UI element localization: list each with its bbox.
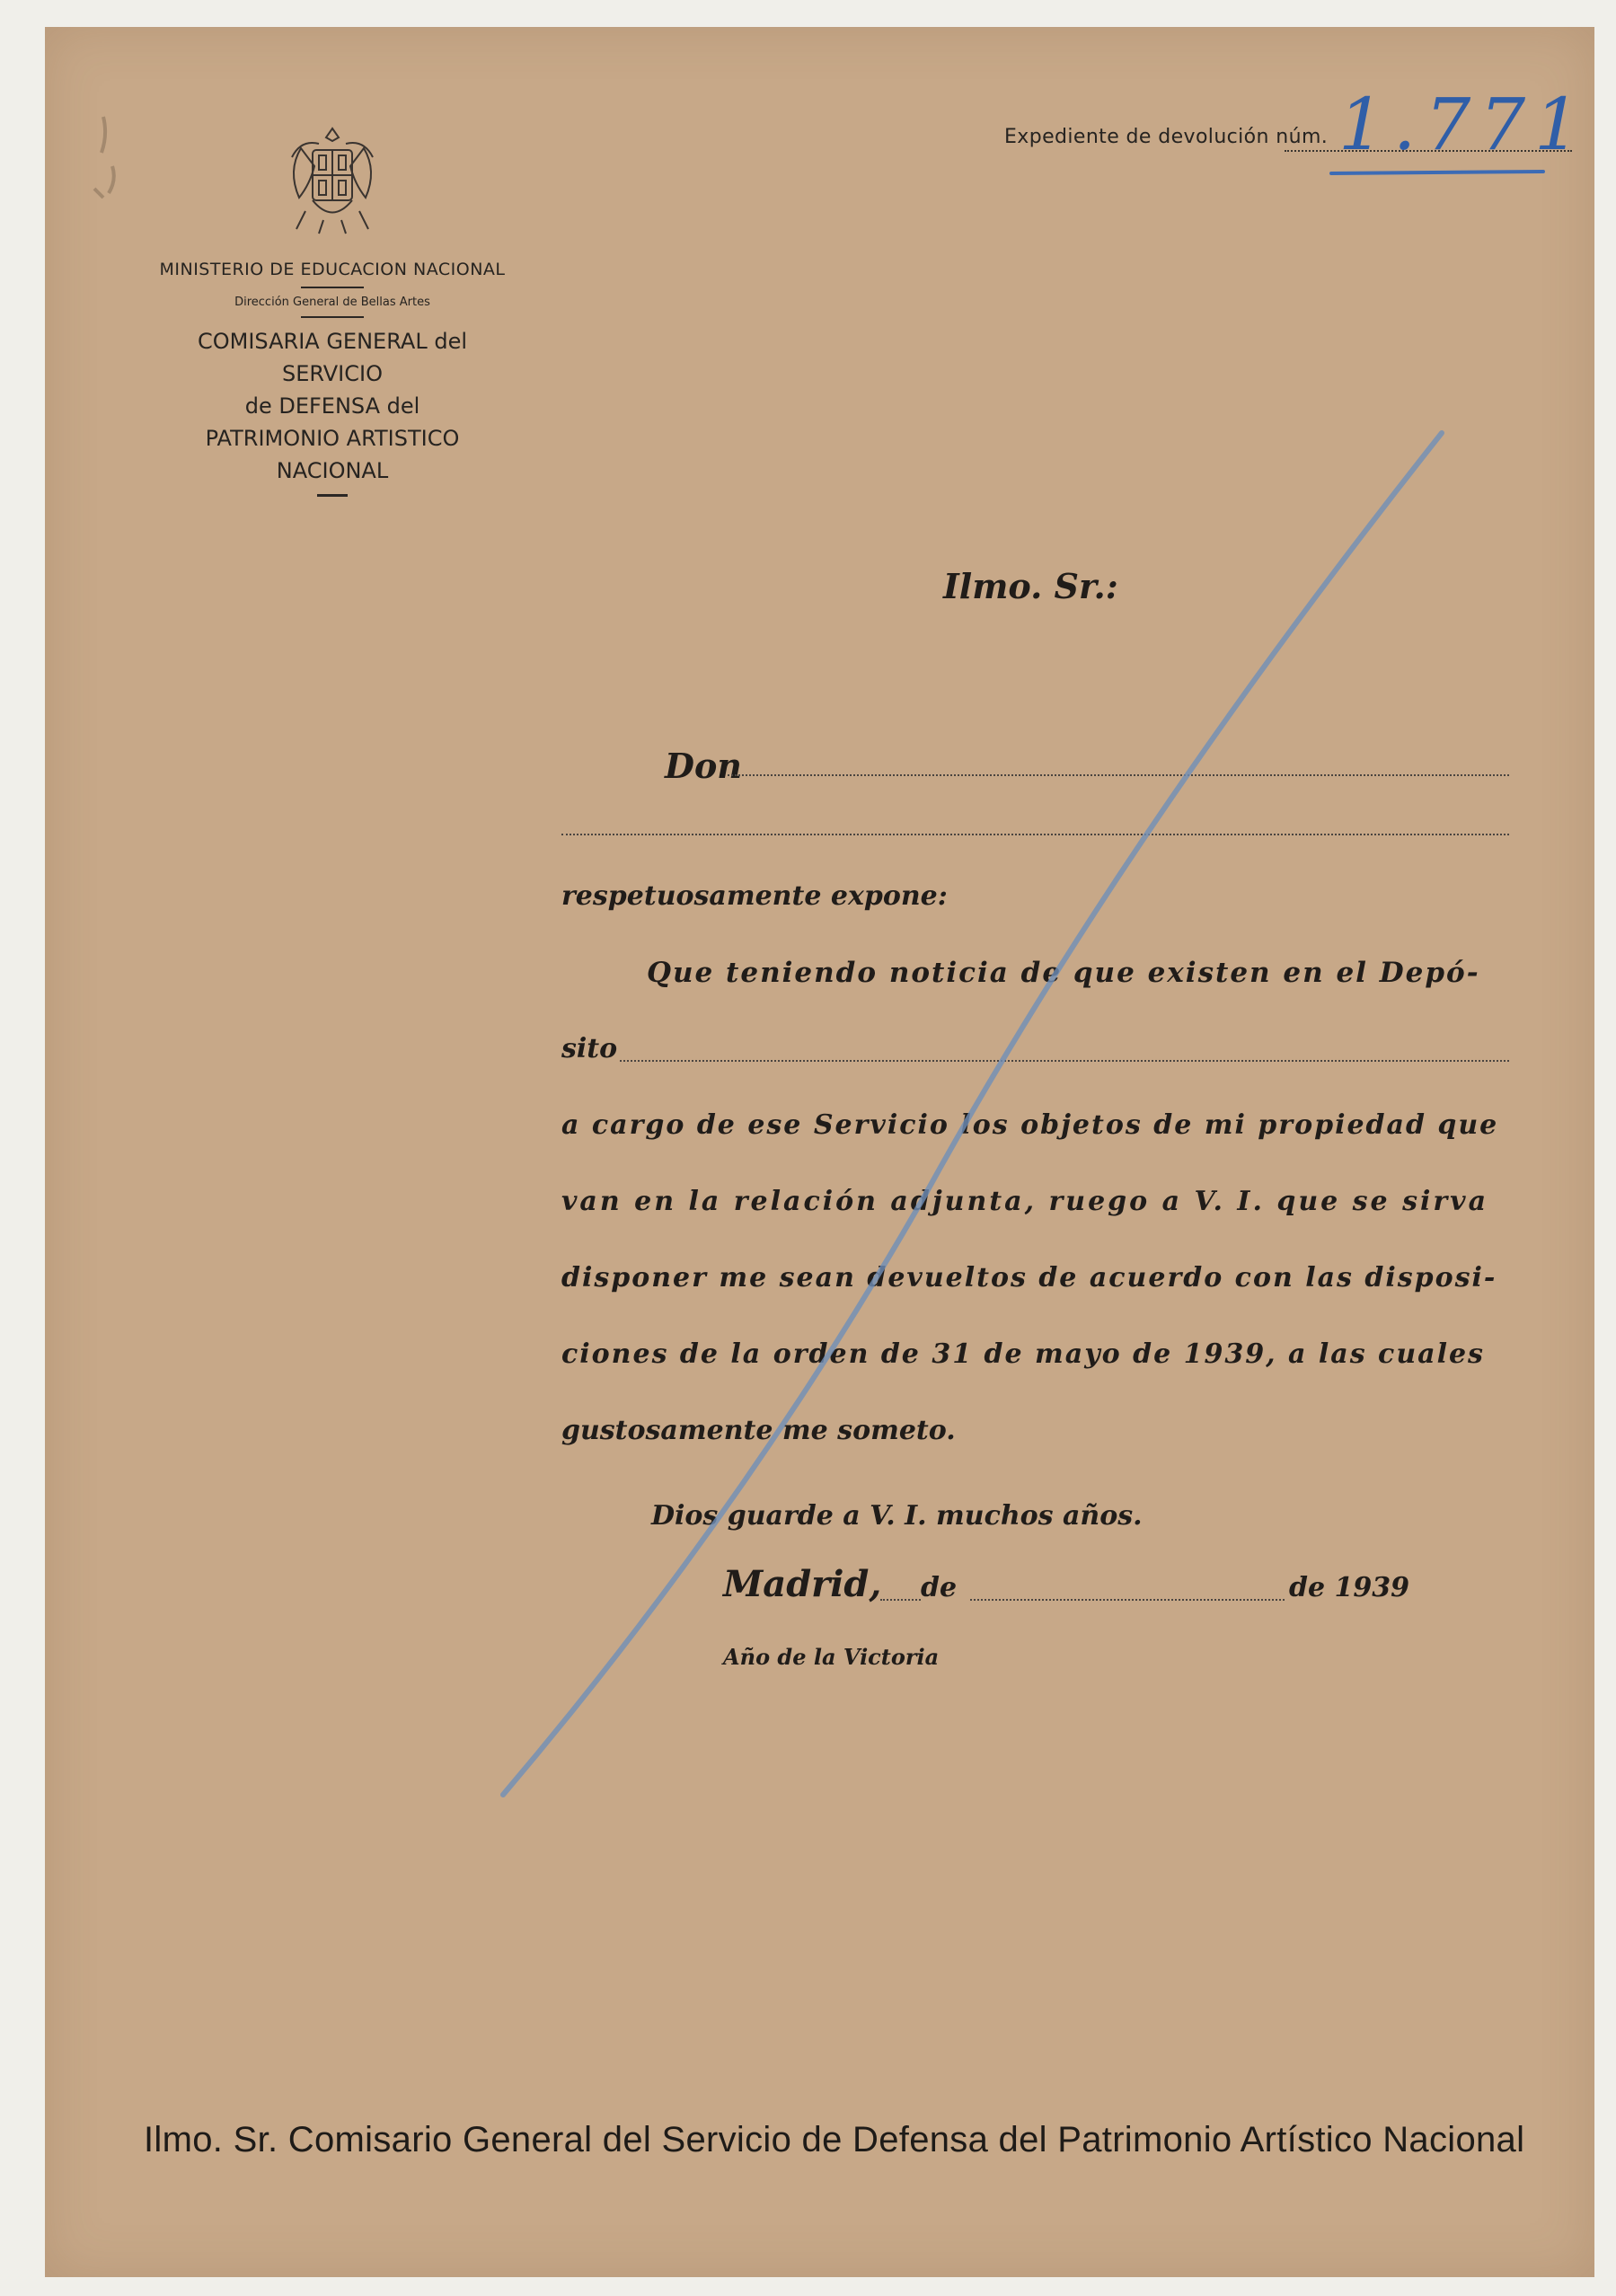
body-line-van: van en la relación adjunta, ruego a V. I. que se sirva [561,1186,1489,1217]
comisaria-line-1: COMISARIA GENERAL del SERVICIO [198,329,467,386]
expone-line: respetuosamente expone: [561,880,948,912]
comisaria-line-3: PATRIMONIO ARTISTICO NACIONAL [205,426,460,483]
letterhead [153,121,512,497]
body-line-que: Que teniendo noticia de que existen en el Depó- [647,957,1480,989]
deposito-fill-line [620,1060,1509,1062]
divider [301,287,364,288]
comisaria-line-2: de DEFENSA del [244,393,420,419]
body-line-gusto: gustosamente me someto. [561,1415,956,1446]
expediente-number: 1.771 [1338,83,1590,166]
body-line-sito: sito [561,1033,618,1064]
don-fill-line [728,774,1509,776]
coat-of-arms-icon [283,121,382,238]
direction-title: Dirección General de Bellas Artes [234,296,430,309]
body-line-ciones: ciones de la orden de 31 de mayo de 1939, a las cuales [561,1338,1485,1370]
salutation: Ilmo. Sr.: [943,566,1118,606]
closing-line: Dios guarde a V. I. muchos años. [651,1500,1143,1532]
date-de-label: de [921,1572,958,1603]
place-label: Madrid, [723,1563,882,1605]
body-line-disponer: disponer me sean devueltos de acuerdo con las disposi- [561,1262,1497,1294]
ministry-title: MINISTERIO DE EDUCACION NACIONAL [159,260,506,279]
document-sheet [45,27,1594,2277]
don-label: Don [665,746,742,786]
torn-edge-mark [76,81,139,243]
addressee-footer: Ilmo. Sr. Comisario General del Servicio de Defensa del Patrimonio Artístico Nacional [144,2120,1525,2159]
body-line-cargo: a cargo de ese Servicio los objetos de mi propiedad que [561,1109,1499,1141]
expediente-label: Expediente de devolución núm. [1004,126,1329,148]
divider [301,316,364,318]
expediente-underline [1329,170,1545,175]
date-year-label: de 1939 [1289,1572,1410,1603]
year-motto: Año de la Victoria [723,1644,940,1670]
month-fill-line [970,1599,1285,1601]
divider [317,494,348,497]
day-fill-line [880,1599,921,1601]
don-fill-line-2 [561,834,1509,835]
